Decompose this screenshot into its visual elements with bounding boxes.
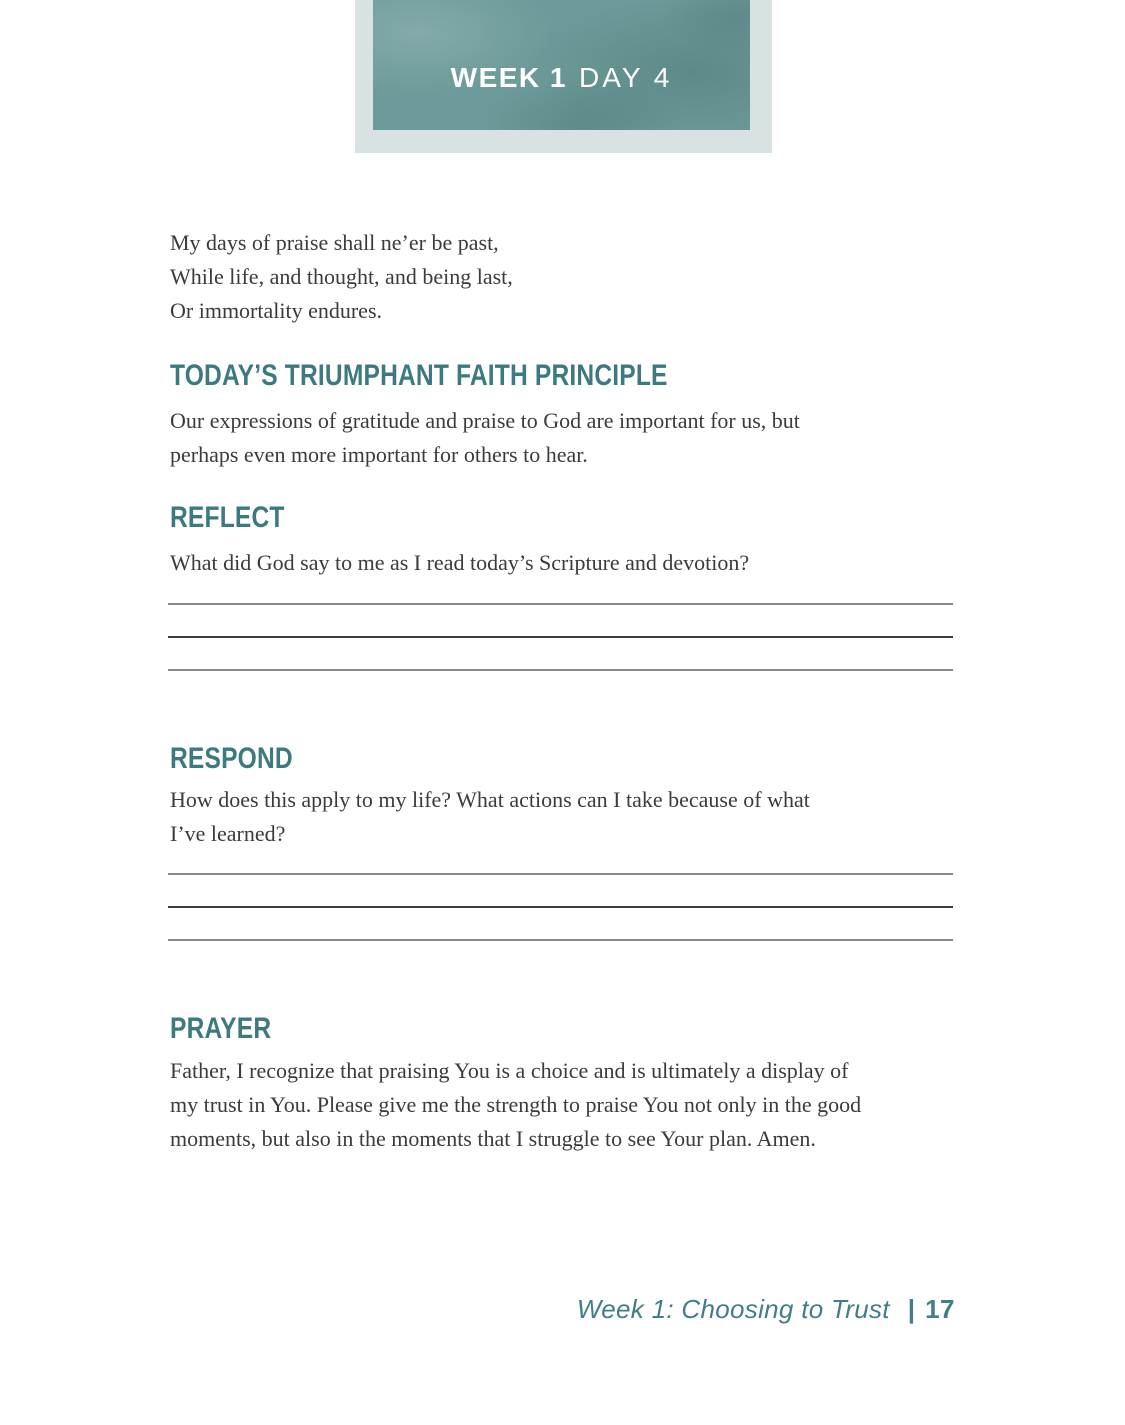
writing-line bbox=[168, 636, 953, 638]
writing-line bbox=[168, 939, 953, 941]
prayer-body bbox=[170, 1054, 970, 1156]
banner bbox=[373, 0, 750, 130]
reflect-question bbox=[170, 546, 970, 580]
prayer-body-line: Father, I recognize that praising You is a choice and is ultimately a display of bbox=[170, 1058, 849, 1083]
reflect-writing-lines bbox=[168, 603, 953, 671]
poem-line: My days of praise shall ne’er be past, bbox=[170, 230, 499, 255]
footer-page-number: 17 bbox=[925, 1294, 955, 1324]
prayer-body-line: my trust in You. Please give me the strength to praise You not only in the good bbox=[170, 1092, 862, 1117]
writing-line bbox=[168, 873, 953, 875]
writing-line bbox=[168, 603, 953, 605]
poem-line: Or immortality endures. bbox=[170, 298, 383, 323]
reflect-question-line: What did God say to me as I read today’s Scripture and devotion? bbox=[170, 550, 750, 575]
respond-question bbox=[170, 783, 970, 851]
writing-line bbox=[168, 669, 953, 671]
banner-frame bbox=[355, 0, 772, 153]
prayer-heading: PRAYER bbox=[170, 1012, 272, 1045]
respond-question-line: I’ve learned? bbox=[170, 821, 286, 846]
day-label: DAY 4 bbox=[579, 62, 673, 93]
respond-heading: RESPOND bbox=[170, 742, 293, 775]
principle-body-line: perhaps even more important for others to hear. bbox=[170, 442, 588, 467]
principle-body-line: Our expressions of gratitude and praise to God are important for us, but bbox=[170, 408, 800, 433]
footer-chapter-title: Week 1: Choosing to Trust bbox=[576, 1294, 890, 1324]
writing-line bbox=[168, 906, 953, 908]
poem bbox=[170, 226, 970, 328]
poem-line: While life, and thought, and being last, bbox=[170, 264, 513, 289]
principle-heading: TODAY’S TRIUMPHANT FAITH PRINCIPLE bbox=[170, 359, 668, 392]
prayer-body-line: moments, but also in the moments that I struggle to see Your plan. Amen. bbox=[170, 1126, 816, 1151]
principle-body bbox=[170, 404, 970, 472]
respond-question-line: How does this apply to my life? What actions can I take because of what bbox=[170, 787, 810, 812]
page-footer bbox=[577, 1294, 955, 1325]
reflect-heading: REFLECT bbox=[170, 501, 285, 534]
week-label: WEEK 1 bbox=[450, 62, 567, 93]
footer-separator: | bbox=[907, 1294, 916, 1324]
banner-title bbox=[451, 62, 673, 94]
respond-writing-lines bbox=[168, 873, 953, 941]
